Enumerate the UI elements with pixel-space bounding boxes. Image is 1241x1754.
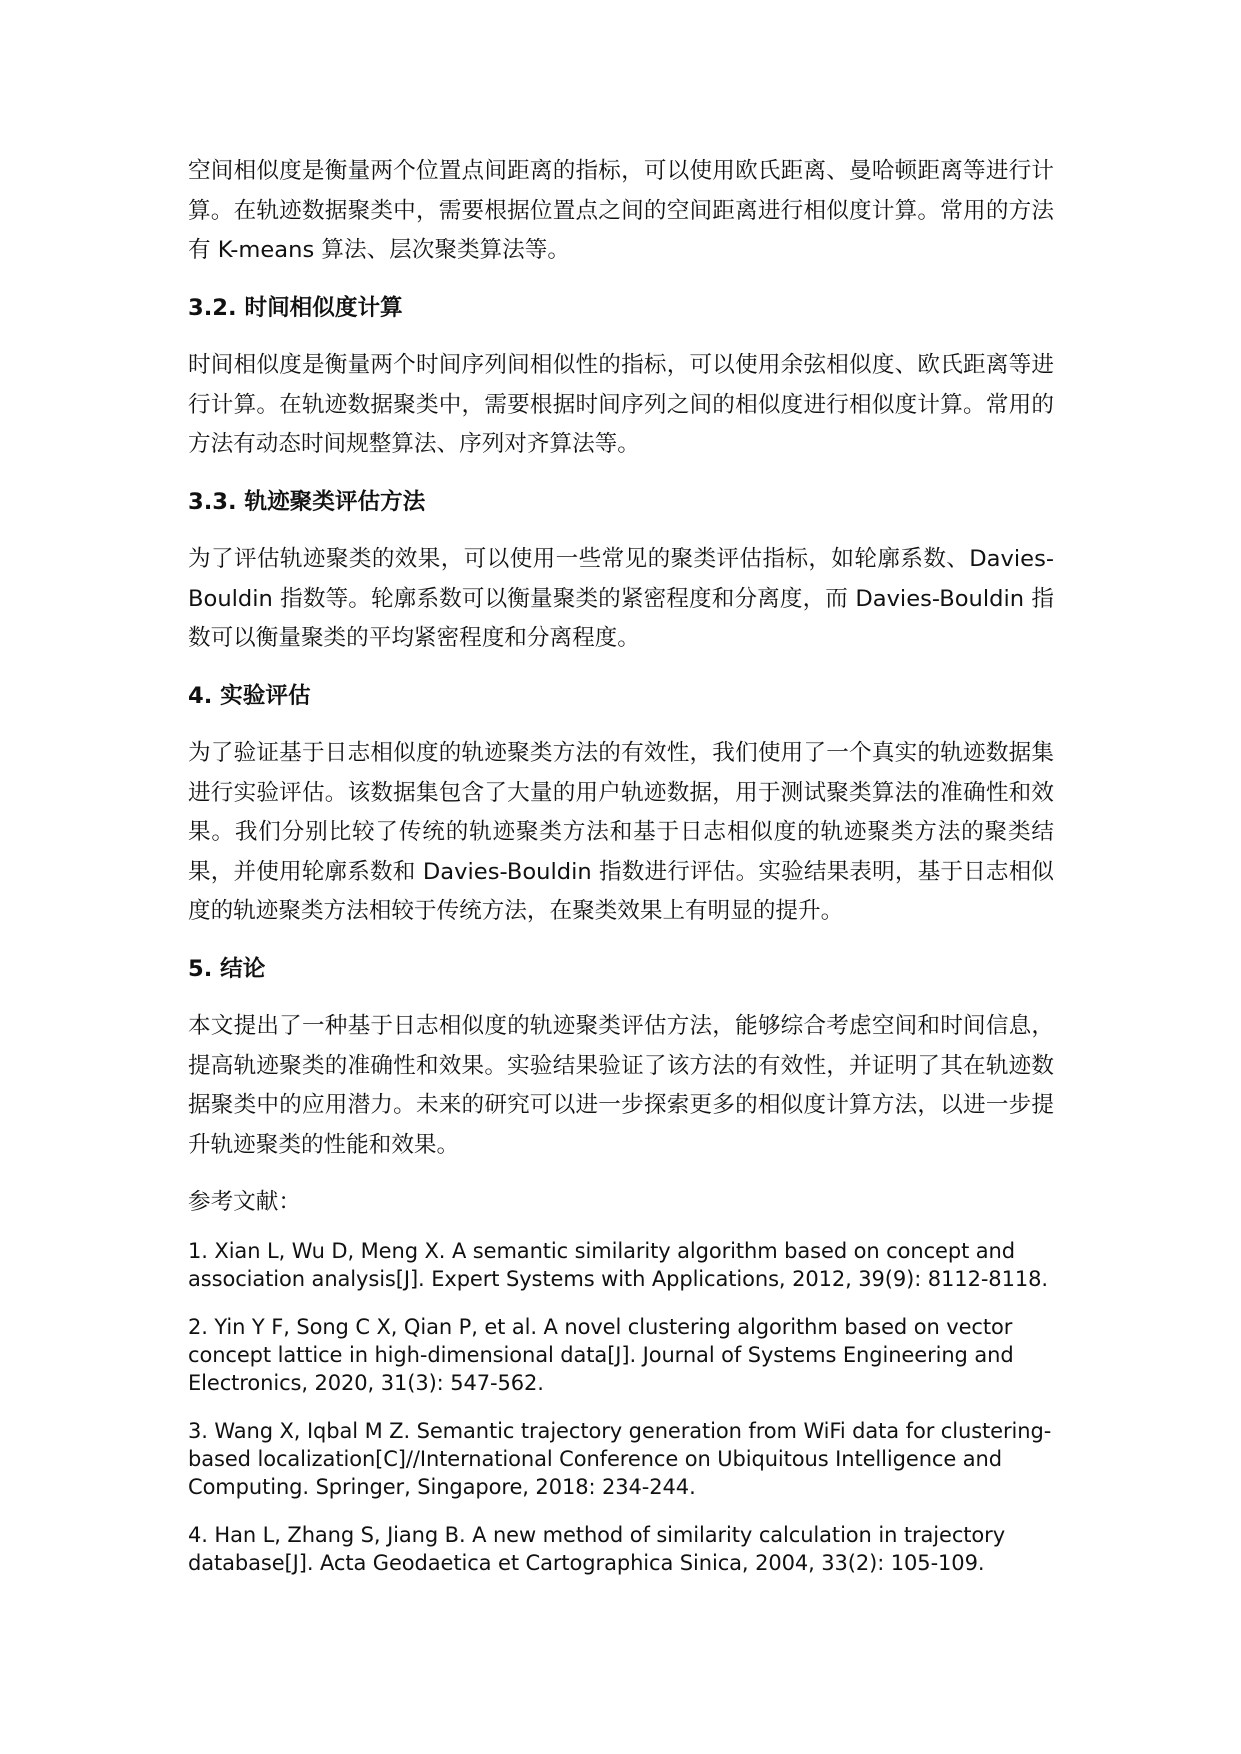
references-section — [188, 1183, 1054, 1577]
paragraph-evaluation-methods: 为了评估轨迹聚类的效果，可以使用一些常见的聚类评估指标，如轮廓系数、Davies-Bouldin 指数等。轮廓系数可以衡量聚类的紧密程度和分离度，而 Davies-Bouldin 指数可以衡量聚类的平均紧密程度和分离程度。 — [188, 546, 1054, 651]
references-title: 参考文献： — [188, 1189, 301, 1215]
reference-item: 2. Yin Y F, Song C X, Qian P, et al. A novel clustering algorithm based on vector concept lattice in high-dimensional data[J]. Journal of Systems Engineering and Electronics, 2020, 31(3): 547-562. — [188, 1314, 1014, 1395]
paragraph-temporal-similarity: 时间相似度是衡量两个时间序列间相似性的指标，可以使用余弦相似度、欧氏距离等进行计算。在轨迹数据聚类中，需要根据时间序列之间的相似度进行相似度计算。常用的方法有动态时间规整算法、序列对齐算法等。 — [188, 352, 1054, 457]
reference-item: 3. Wang X, Iqbal M Z. Semantic trajectory generation from WiFi data for clustering-based localization[C]//International Conference on Ubiquitous Intelligence and Computing. Springer, Singapore, 2018: 234-244. — [188, 1418, 1052, 1499]
paragraph-experiment: 为了验证基于日志相似度的轨迹聚类方法的有效性，我们使用了一个真实的轨迹数据集进行实验评估。该数据集包含了大量的用户轨迹数据，用于测试聚类算法的准确性和效果。我们分别比较了传统的轨迹聚类方法和基于日志相似度的轨迹聚类方法的聚类结果，并使用轮廓系数和 Davies-Bouldin 指数进行评估。实验结果表明，基于日志相似度的轨迹聚类方法相较于传统方法，在聚类效果上有明显的提升。 — [188, 740, 1054, 924]
reference-item: 4. Han L, Zhang S, Jiang B. A new method of similarity calculation in trajectory database[J]. Acta Geodaetica et Cartographica Sinica, 2004, 33(2): 105-109. — [188, 1522, 1006, 1575]
heading-5: 5. 结论 — [188, 955, 266, 982]
reference-item: 1. Xian L, Wu D, Meng X. A semantic similarity algorithm based on concept and association analysis[J]. Expert Systems with Applications, 2012, 39(9): 8112-8118. — [188, 1238, 1048, 1291]
heading-4: 4. 实验评估 — [188, 682, 311, 709]
heading-3-3: 3.3. 轨迹聚类评估方法 — [188, 488, 426, 515]
heading-3-2: 3.2. 时间相似度计算 — [188, 294, 403, 321]
paragraph-spatial-similarity: 空间相似度是衡量两个位置点间距离的指标，可以使用欧氏距离、曼哈顿距离等进行计算。在轨迹数据聚类中，需要根据位置点之间的空间距离进行相似度计算。常用的方法有 K-means 算法、层次聚类算法等。 — [188, 158, 1054, 263]
paragraph-conclusion: 本文提出了一种基于日志相似度的轨迹聚类评估方法，能够综合考虑空间和时间信息，提高轨迹聚类的准确性和效果。实验结果验证了该方法的有效性，并证明了其在轨迹数据聚类中的应用潜力。未来的研究可以进一步探索更多的相似度计算方法，以进一步提升轨迹聚类的性能和效果。 — [188, 1013, 1054, 1158]
document-body — [188, 152, 1054, 1597]
